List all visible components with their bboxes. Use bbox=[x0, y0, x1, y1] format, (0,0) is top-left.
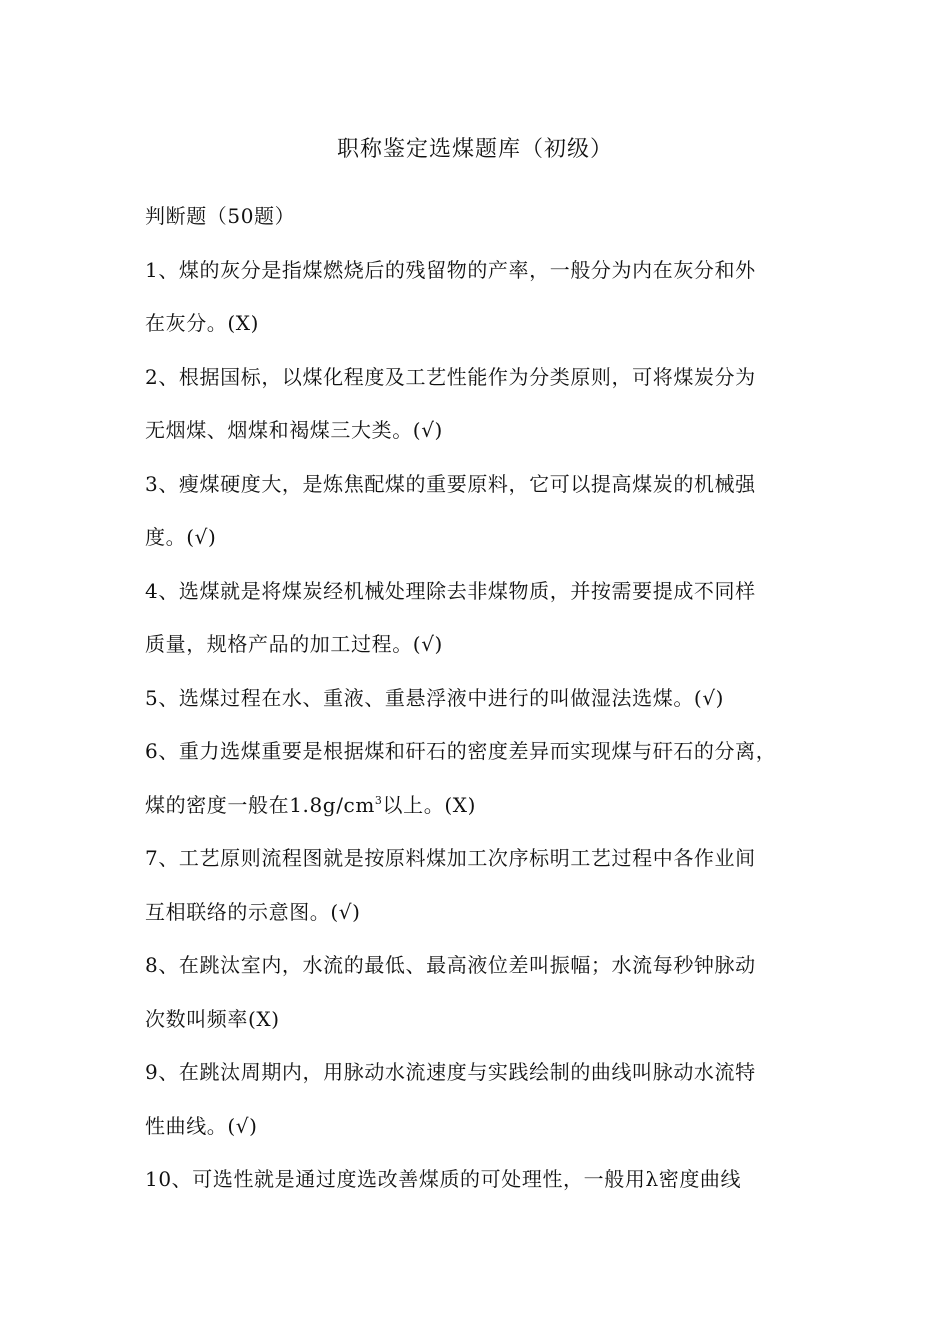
document-title: 职称鉴定选煤题库（初级） bbox=[336, 137, 613, 162]
section-heading: 判断题（50题） bbox=[145, 204, 296, 228]
text-line: 2、根据国标，以煤化程度及工艺性能作为分类原则，可将煤炭分为 bbox=[145, 364, 756, 389]
text-line-density bbox=[145, 779, 825, 833]
text-line: 无烟煤、烟煤和褐煤三大类。(√) bbox=[145, 418, 443, 442]
text-line: 4、选煤就是将煤炭经机械处理除去非煤物质，并按需要提成不同样 bbox=[145, 578, 756, 603]
text-line: 性曲线。(√) bbox=[145, 1113, 258, 1138]
text-line: 7、工艺原则流程图就是按原料煤加工次序标明工艺过程中各作业间 bbox=[145, 846, 756, 870]
text-line: 3、瘦煤硬度大，是炼焦配煤的重要原料，它可以提高煤炭的机械强 bbox=[145, 471, 756, 496]
document-body bbox=[145, 190, 825, 1207]
text-line: 10、可选性就是通过度选改善煤质的可处理性，一般用λ密度曲线 bbox=[145, 1167, 742, 1191]
text-line: 次数叫频率(X) bbox=[145, 1006, 280, 1031]
text-line: 5、选煤过程在水、重液、重悬浮液中进行的叫做湿法选煤。(√) bbox=[145, 685, 725, 710]
text-line: 度。(√) bbox=[145, 525, 217, 549]
text-line: 9、在跳汰周期内，用脉动水流速度与实践绘制的曲线叫脉动水流特 bbox=[145, 1060, 756, 1084]
density-suffix: 以上。(X) bbox=[382, 792, 476, 817]
text-line: 质量，规格产品的加工过程。(√) bbox=[145, 632, 443, 656]
text-line: 1、煤的灰分是指煤燃烧后的残留物的产率，一般分为内在灰分和外 bbox=[145, 257, 756, 282]
text-line: 8、在跳汰室内，水流的最低、最高液位差叫振幅；水流每秒钟脉动 bbox=[145, 953, 756, 977]
text-line: 互相联络的示意图。(√) bbox=[145, 899, 361, 924]
superscript-exponent: 3 bbox=[374, 793, 383, 807]
text-line: 在灰分。(X) bbox=[145, 311, 260, 335]
text-line: 6、重力选煤重要是根据煤和矸石的密度差异而实现煤与矸石的分离， bbox=[145, 739, 777, 763]
density-text: 煤的密度一般在1.8g/cm bbox=[145, 792, 375, 817]
